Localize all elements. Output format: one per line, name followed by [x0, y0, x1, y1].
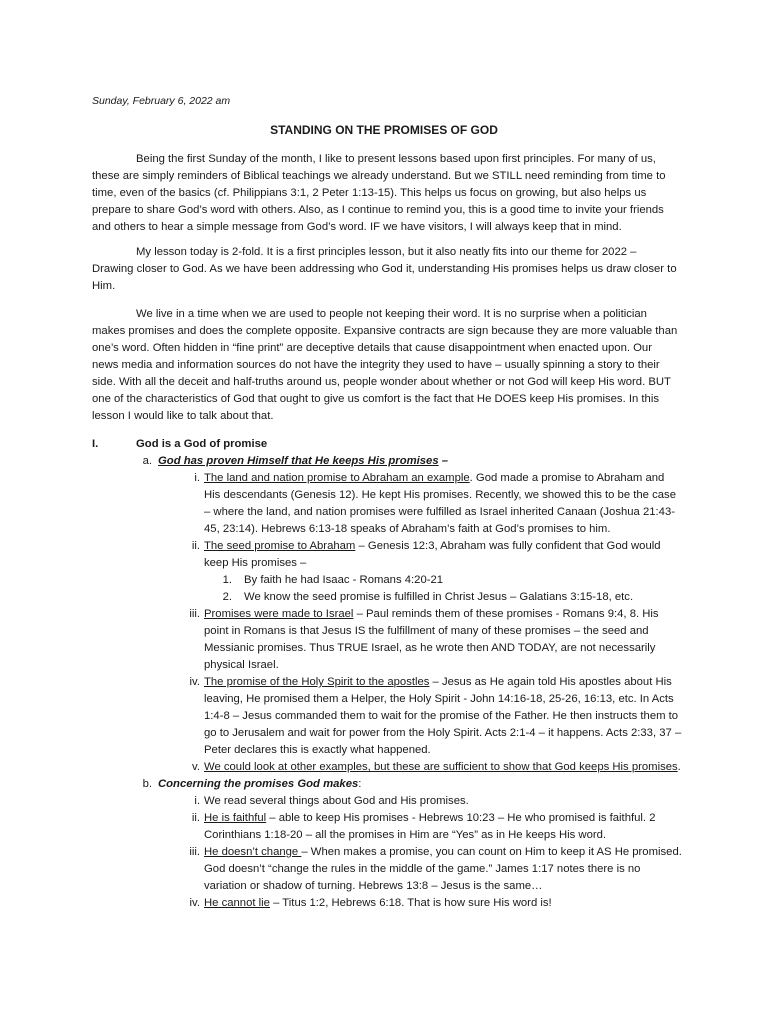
outline-number: 2.	[222, 591, 232, 603]
outline-point-b	[92, 776, 682, 793]
intro-paragraph-3: We live in a time when we are used to people not keeping their word. It is no surprise when a politician makes promises and does the complete opposite. Expansive contracts are sign because they are more valuable than one’s word. Often hidden in “fine print” are deceptive details that cause disappointment when enacted upon. Our news media and information sources do not have the integrity they used to have – usually spinning a story to their side. With all the deceit and half-truths around us, people wonder about whether or not God will keep His word. BUT one of the characteristics of God that ought to give us comfort is the fact that He DOES keep His promises. In this lesson I would like to talk about that.	[92, 308, 678, 422]
lesson-outline	[92, 436, 682, 912]
outline-number: iii.	[189, 608, 200, 620]
outline-number: I.	[92, 438, 99, 450]
document-date: Sunday, February 6, 2022 am	[92, 95, 231, 107]
document-title: STANDING ON THE PROMISES OF GOD	[270, 123, 498, 137]
outline-item-text: We read several things about God and His promises.	[204, 795, 469, 807]
intro-paragraph-1: Being the first Sunday of the month, I like to present lessons based upon first principles. For many of us, these are simply reminders of Biblical teachings we already understand. But we STILL need reminding from time to time, even of the basics (cf. Philippians 3:1, 2 Peter 1:13-15). This helps us focus on growing, but also helps us prepare to share God’s word with others. Also, as I continue to remind you, this is a good time to invite your friends and others to hear a simple message from God’s word. IF we have visitors, I will always keep that in mind.	[92, 153, 666, 233]
outline-item-text: – Titus 1:2, Hebrews 6:18. That is how sure His word is!	[269, 897, 552, 909]
outline-item-text: .	[677, 761, 681, 773]
outline-subheading-tail: :	[358, 778, 362, 790]
outline-subheading-tail: –	[438, 455, 449, 467]
outline-subheading: God has proven Himself that He keeps His promises	[158, 455, 439, 467]
outline-number: iii.	[189, 846, 200, 858]
outline-subheading: Concerning the promises God makes	[158, 778, 359, 790]
outline-item-topic: Promises were made to Israel	[204, 608, 354, 620]
outline-subitem	[92, 589, 682, 606]
outline-number: ii.	[191, 540, 200, 552]
outline-number: 1.	[222, 574, 232, 586]
outline-item	[92, 844, 682, 895]
outline-heading: God is a God of promise	[136, 438, 268, 450]
outline-item-topic: He doesn’t change	[204, 846, 302, 858]
outline-item-text: . God made a promise to Abraham and His descendants (Genesis 12). He kept His promises. Recently, we showed this to be the case – where the land, and nation promises were fulfilled as Israel inherited Canaan (Joshua 21:43-45, 23:14). Hebrews 6:13-18 speaks of Abraham’s faith at God’s promises to him.	[204, 472, 676, 535]
outline-number: iv.	[189, 676, 200, 688]
outline-item-topic: The land and nation promise to Abraham an example	[204, 472, 470, 484]
outline-subitem	[92, 572, 682, 589]
outline-item	[92, 606, 682, 674]
outline-item	[92, 895, 682, 912]
outline-item-text: – Genesis 12:3, Abraham was fully confident that God would keep His promises –	[204, 540, 661, 569]
intro-paragraph-2: My lesson today is 2-fold. It is a first principles lesson, but it also neatly fits into our theme for 2022 – Drawing closer to God. As we have been addressing who God it, understanding His promises helps us draw closer to Him.	[92, 246, 677, 292]
outline-subitem-text: By faith he had Isaac - Romans 4:20-21	[244, 574, 444, 586]
outline-point-I	[92, 436, 682, 453]
outline-number: i.	[194, 472, 200, 484]
outline-number: ii.	[191, 812, 200, 824]
outline-item-text: – Jesus as He again told His apostles about His leaving, He promised them a Helper, the Holy Spirit - John 14:16-18, 25-26, 16:13, etc. In Acts 1:4-8 – Jesus commanded them to wait for the promise of the Father. He then instructs them to go to Jerusalem and wait for power from the Holy Spirit. Acts 2:1-4 – it happens. Acts 2:33, 37 – Peter declares this is exactly what happened.	[204, 676, 682, 756]
outline-subitem-text: We know the seed promise is fulfilled in Christ Jesus – Galatians 3:15-18, etc.	[244, 591, 634, 603]
outline-item	[92, 674, 682, 759]
outline-item-topic: The seed promise to Abraham	[204, 540, 356, 552]
outline-number: a.	[142, 455, 152, 467]
outline-point-a	[92, 453, 682, 470]
outline-number: iv.	[189, 897, 200, 909]
outline-item-text: – able to keep His promises - Hebrews 10:23 – He who promised is faithful. 2 Corinthians 1:18-20 – all the promises in Him are “Yes” as in He keeps His word.	[204, 812, 656, 841]
outline-item	[92, 538, 682, 572]
outline-item-topic: We could look at other examples, but these are sufficient to show that God keeps His promises	[204, 761, 678, 773]
outline-item	[92, 470, 682, 538]
outline-item	[92, 810, 682, 844]
outline-item	[92, 793, 682, 810]
outline-number: b.	[142, 778, 152, 790]
outline-item-topic: He is faithful	[204, 812, 267, 824]
outline-item-text: – Paul reminds them of these promises - Romans 9:4, 8. His point in Romans is that Jesus IS the fulfillment of many of these promises – the seed and Messianic promises. Thus TRUE Israel, as he wrote then AND TODAY, are not necessarily physical Israel.	[204, 608, 659, 671]
outline-item-text: – When makes a promise, you can count on Him to keep it AS He promised. God doesn’t “change the rules in the middle of the game.” James 1:17 notes there is no variation or shadow of turning. Hebrews 13:8 – Jesus is the same…	[204, 846, 682, 892]
outline-number: i.	[194, 795, 200, 807]
outline-item	[92, 759, 682, 776]
outline-item-topic: He cannot lie	[204, 897, 270, 909]
outline-item-topic: The promise of the Holy Spirit to the apostles	[204, 676, 430, 688]
outline-number: v.	[192, 761, 200, 773]
